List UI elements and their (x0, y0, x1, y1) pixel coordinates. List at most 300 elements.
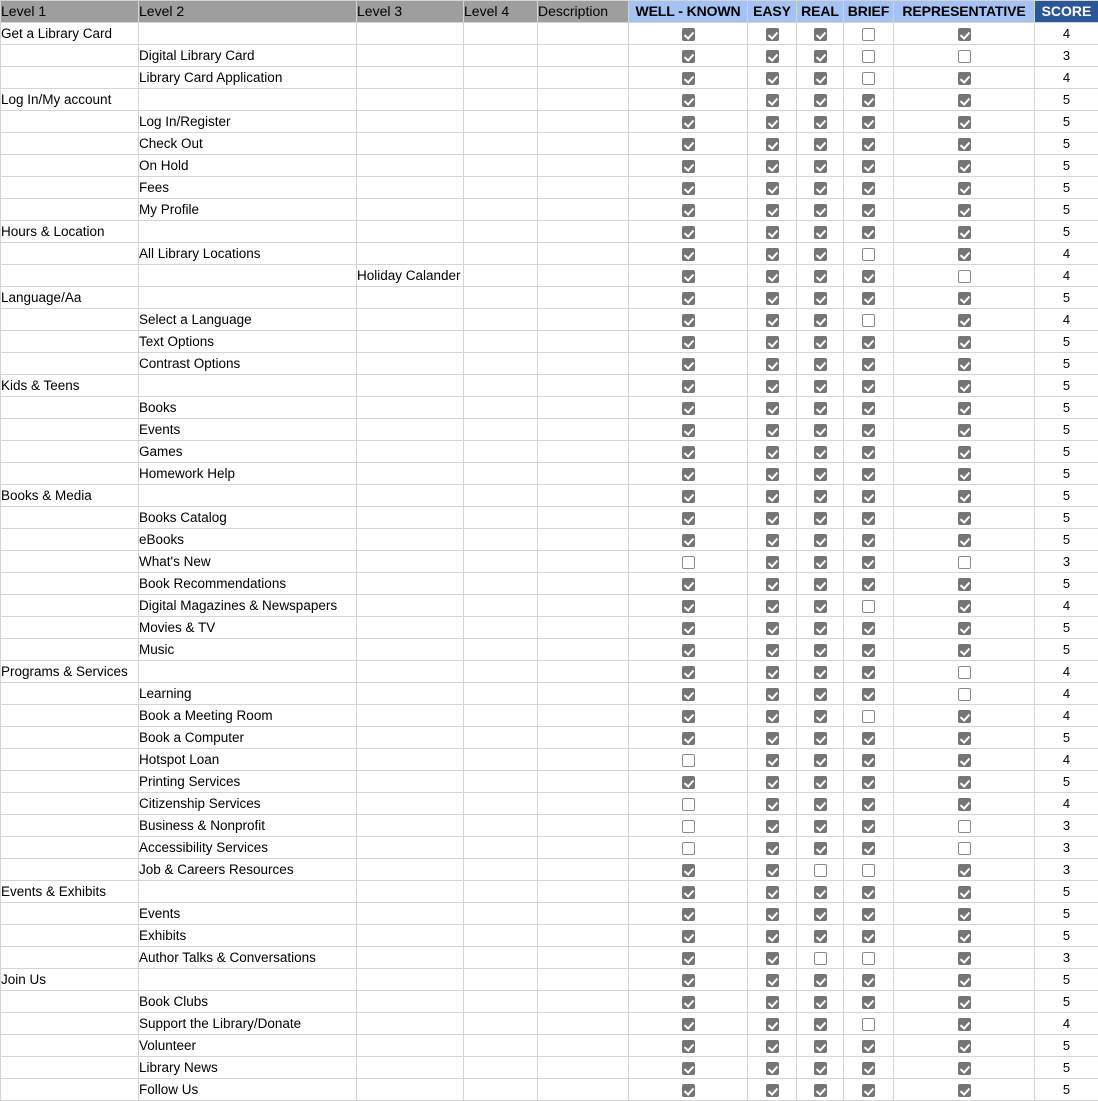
checkbox-checked-icon[interactable] (682, 732, 695, 745)
checkbox-checked-icon[interactable] (958, 314, 971, 327)
cell-checkbox-easy[interactable] (748, 837, 797, 859)
checkbox-checked-icon[interactable] (958, 380, 971, 393)
cell-level2[interactable]: Job & Careers Resources (139, 859, 357, 881)
cell-level1[interactable] (1, 353, 139, 375)
cell-checkbox-representative[interactable] (894, 639, 1035, 661)
cell-level1[interactable] (1, 529, 139, 551)
cell-level1[interactable]: Language/Aa (1, 287, 139, 309)
checkbox-checked-icon[interactable] (862, 1084, 875, 1097)
checkbox-checked-icon[interactable] (766, 996, 779, 1009)
cell-checkbox-representative[interactable] (894, 199, 1035, 221)
checkbox-checked-icon[interactable] (862, 1040, 875, 1053)
checkbox-checked-icon[interactable] (814, 28, 827, 41)
checkbox-checked-icon[interactable] (958, 28, 971, 41)
cell-description[interactable] (538, 45, 629, 67)
cell-checkbox-real[interactable] (797, 331, 844, 353)
cell-description[interactable] (538, 199, 629, 221)
checkbox-checked-icon[interactable] (862, 622, 875, 635)
cell-level4[interactable] (464, 837, 538, 859)
cell-level1[interactable] (1, 991, 139, 1013)
cell-level1[interactable] (1, 903, 139, 925)
cell-checkbox-well-known[interactable] (629, 595, 748, 617)
cell-description[interactable] (538, 859, 629, 881)
checkbox-checked-icon[interactable] (862, 380, 875, 393)
cell-level4[interactable] (464, 419, 538, 441)
checkbox-checked-icon[interactable] (862, 160, 875, 173)
cell-checkbox-real[interactable] (797, 485, 844, 507)
cell-checkbox-easy[interactable] (748, 991, 797, 1013)
cell-checkbox-well-known[interactable] (629, 331, 748, 353)
cell-checkbox-brief[interactable] (844, 749, 894, 771)
checkbox-checked-icon[interactable] (682, 336, 695, 349)
cell-level2[interactable] (139, 881, 357, 903)
cell-checkbox-well-known[interactable] (629, 441, 748, 463)
cell-description[interactable] (538, 683, 629, 705)
checkbox-checked-icon[interactable] (682, 710, 695, 723)
checkbox-checked-icon[interactable] (766, 908, 779, 921)
cell-checkbox-representative[interactable] (894, 265, 1035, 287)
cell-checkbox-well-known[interactable] (629, 859, 748, 881)
checkbox-checked-icon[interactable] (682, 72, 695, 85)
checkbox-checked-icon[interactable] (814, 754, 827, 767)
cell-description[interactable] (538, 89, 629, 111)
cell-checkbox-brief[interactable] (844, 661, 894, 683)
checkbox-checked-icon[interactable] (958, 600, 971, 613)
cell-level3[interactable] (357, 925, 464, 947)
cell-checkbox-easy[interactable] (748, 1035, 797, 1057)
checkbox-checked-icon[interactable] (958, 776, 971, 789)
cell-checkbox-representative[interactable] (894, 903, 1035, 925)
cell-level1[interactable] (1, 441, 139, 463)
cell-level1[interactable] (1, 243, 139, 265)
checkbox-checked-icon[interactable] (814, 138, 827, 151)
cell-checkbox-representative[interactable] (894, 23, 1035, 45)
cell-description[interactable] (538, 67, 629, 89)
cell-score[interactable]: 3 (1035, 859, 1098, 881)
cell-checkbox-well-known[interactable] (629, 243, 748, 265)
cell-level4[interactable] (464, 991, 538, 1013)
checkbox-checked-icon[interactable] (766, 930, 779, 943)
cell-checkbox-representative[interactable] (894, 705, 1035, 727)
cell-checkbox-easy[interactable] (748, 1079, 797, 1101)
checkbox-checked-icon[interactable] (682, 28, 695, 41)
cell-level3[interactable] (357, 969, 464, 991)
cell-level1[interactable] (1, 617, 139, 639)
cell-checkbox-representative[interactable] (894, 89, 1035, 111)
cell-level3[interactable] (357, 771, 464, 793)
checkbox-checked-icon[interactable] (766, 50, 779, 63)
cell-checkbox-real[interactable] (797, 573, 844, 595)
checkbox-checked-icon[interactable] (766, 666, 779, 679)
cell-checkbox-easy[interactable] (748, 375, 797, 397)
cell-checkbox-real[interactable] (797, 133, 844, 155)
cell-level2[interactable] (139, 485, 357, 507)
checkbox-checked-icon[interactable] (814, 402, 827, 415)
cell-description[interactable] (538, 815, 629, 837)
cell-level3[interactable] (357, 287, 464, 309)
checkbox-checked-icon[interactable] (766, 842, 779, 855)
checkbox-checked-icon[interactable] (682, 116, 695, 129)
cell-description[interactable] (538, 529, 629, 551)
cell-level1[interactable] (1, 397, 139, 419)
cell-checkbox-easy[interactable] (748, 771, 797, 793)
cell-checkbox-easy[interactable] (748, 969, 797, 991)
column-header-level3[interactable]: Level 3 (357, 1, 464, 23)
checkbox-checked-icon[interactable] (766, 644, 779, 657)
cell-score[interactable]: 5 (1035, 617, 1098, 639)
cell-level2[interactable]: Log In/Register (139, 111, 357, 133)
cell-score[interactable]: 5 (1035, 463, 1098, 485)
cell-checkbox-brief[interactable] (844, 859, 894, 881)
cell-checkbox-easy[interactable] (748, 89, 797, 111)
checkbox-checked-icon[interactable] (814, 50, 827, 63)
cell-checkbox-representative[interactable] (894, 573, 1035, 595)
cell-score[interactable]: 5 (1035, 331, 1098, 353)
cell-score[interactable]: 5 (1035, 1057, 1098, 1079)
checkbox-checked-icon[interactable] (766, 776, 779, 789)
checkbox-unchecked-icon[interactable] (862, 28, 875, 41)
cell-checkbox-brief[interactable] (844, 23, 894, 45)
cell-checkbox-easy[interactable] (748, 67, 797, 89)
checkbox-unchecked-icon[interactable] (862, 72, 875, 85)
cell-checkbox-brief[interactable] (844, 1079, 894, 1101)
checkbox-checked-icon[interactable] (682, 1040, 695, 1053)
cell-checkbox-representative[interactable] (894, 551, 1035, 573)
cell-checkbox-well-known[interactable] (629, 749, 748, 771)
checkbox-checked-icon[interactable] (682, 512, 695, 525)
checkbox-checked-icon[interactable] (682, 534, 695, 547)
column-header-score[interactable]: SCORE (1035, 1, 1098, 23)
cell-score[interactable]: 4 (1035, 23, 1098, 45)
cell-description[interactable] (538, 463, 629, 485)
checkbox-checked-icon[interactable] (862, 996, 875, 1009)
cell-level1[interactable] (1, 463, 139, 485)
cell-level3[interactable] (357, 375, 464, 397)
checkbox-checked-icon[interactable] (766, 94, 779, 107)
cell-level3[interactable]: Holiday Calander (357, 265, 464, 287)
checkbox-checked-icon[interactable] (766, 336, 779, 349)
cell-checkbox-brief[interactable] (844, 925, 894, 947)
cell-level2[interactable]: All Library Locations (139, 243, 357, 265)
cell-level2[interactable]: Hotspot Loan (139, 749, 357, 771)
checkbox-checked-icon[interactable] (814, 226, 827, 239)
cell-checkbox-real[interactable] (797, 881, 844, 903)
cell-checkbox-representative[interactable] (894, 375, 1035, 397)
cell-level4[interactable] (464, 859, 538, 881)
cell-checkbox-real[interactable] (797, 353, 844, 375)
cell-level2[interactable]: Movies & TV (139, 617, 357, 639)
cell-checkbox-well-known[interactable] (629, 507, 748, 529)
cell-description[interactable] (538, 23, 629, 45)
cell-checkbox-brief[interactable] (844, 903, 894, 925)
checkbox-checked-icon[interactable] (862, 358, 875, 371)
cell-level3[interactable] (357, 243, 464, 265)
cell-level2[interactable]: Select a Language (139, 309, 357, 331)
checkbox-checked-icon[interactable] (958, 182, 971, 195)
cell-checkbox-representative[interactable] (894, 507, 1035, 529)
cell-checkbox-brief[interactable] (844, 595, 894, 617)
cell-checkbox-representative[interactable] (894, 683, 1035, 705)
column-header-level2[interactable]: Level 2 (139, 1, 357, 23)
checkbox-checked-icon[interactable] (814, 336, 827, 349)
cell-level4[interactable] (464, 749, 538, 771)
checkbox-unchecked-icon[interactable] (682, 798, 695, 811)
checkbox-checked-icon[interactable] (682, 160, 695, 173)
cell-checkbox-real[interactable] (797, 45, 844, 67)
cell-checkbox-representative[interactable] (894, 1035, 1035, 1057)
checkbox-checked-icon[interactable] (958, 908, 971, 921)
cell-level1[interactable] (1, 925, 139, 947)
cell-level1[interactable]: Join Us (1, 969, 139, 991)
cell-level2[interactable]: Library News (139, 1057, 357, 1079)
cell-level3[interactable] (357, 859, 464, 881)
cell-level4[interactable] (464, 705, 538, 727)
cell-description[interactable] (538, 375, 629, 397)
cell-score[interactable]: 5 (1035, 903, 1098, 925)
checkbox-checked-icon[interactable] (682, 644, 695, 657)
cell-checkbox-easy[interactable] (748, 111, 797, 133)
cell-checkbox-well-known[interactable] (629, 573, 748, 595)
cell-score[interactable]: 5 (1035, 419, 1098, 441)
checkbox-checked-icon[interactable] (766, 710, 779, 723)
cell-checkbox-well-known[interactable] (629, 903, 748, 925)
checkbox-checked-icon[interactable] (814, 644, 827, 657)
cell-checkbox-well-known[interactable] (629, 639, 748, 661)
cell-description[interactable] (538, 441, 629, 463)
cell-description[interactable] (538, 309, 629, 331)
checkbox-checked-icon[interactable] (814, 556, 827, 569)
cell-level4[interactable] (464, 89, 538, 111)
checkbox-unchecked-icon[interactable] (958, 50, 971, 63)
cell-checkbox-easy[interactable] (748, 45, 797, 67)
cell-checkbox-brief[interactable] (844, 397, 894, 419)
cell-checkbox-well-known[interactable] (629, 89, 748, 111)
checkbox-checked-icon[interactable] (682, 974, 695, 987)
cell-checkbox-real[interactable] (797, 221, 844, 243)
cell-score[interactable]: 5 (1035, 485, 1098, 507)
cell-level1[interactable] (1, 947, 139, 969)
cell-level2[interactable]: Digital Magazines & Newspapers (139, 595, 357, 617)
checkbox-checked-icon[interactable] (766, 1062, 779, 1075)
cell-checkbox-easy[interactable] (748, 221, 797, 243)
checkbox-unchecked-icon[interactable] (862, 314, 875, 327)
cell-level2[interactable]: Business & Nonprofit (139, 815, 357, 837)
checkbox-checked-icon[interactable] (766, 512, 779, 525)
cell-checkbox-easy[interactable] (748, 331, 797, 353)
checkbox-checked-icon[interactable] (958, 402, 971, 415)
cell-description[interactable] (538, 331, 629, 353)
cell-checkbox-brief[interactable] (844, 683, 894, 705)
cell-checkbox-brief[interactable] (844, 243, 894, 265)
cell-score[interactable]: 5 (1035, 111, 1098, 133)
cell-checkbox-brief[interactable] (844, 463, 894, 485)
cell-level1[interactable] (1, 573, 139, 595)
cell-checkbox-brief[interactable] (844, 969, 894, 991)
cell-checkbox-well-known[interactable] (629, 397, 748, 419)
cell-checkbox-well-known[interactable] (629, 463, 748, 485)
cell-level1[interactable] (1, 155, 139, 177)
cell-level1[interactable] (1, 177, 139, 199)
checkbox-checked-icon[interactable] (766, 424, 779, 437)
cell-description[interactable] (538, 903, 629, 925)
cell-checkbox-easy[interactable] (748, 507, 797, 529)
cell-level4[interactable] (464, 529, 538, 551)
cell-level3[interactable] (357, 727, 464, 749)
cell-checkbox-representative[interactable] (894, 331, 1035, 353)
checkbox-checked-icon[interactable] (958, 94, 971, 107)
checkbox-checked-icon[interactable] (766, 292, 779, 305)
checkbox-checked-icon[interactable] (958, 622, 971, 635)
checkbox-checked-icon[interactable] (766, 160, 779, 173)
cell-checkbox-brief[interactable] (844, 639, 894, 661)
checkbox-checked-icon[interactable] (814, 666, 827, 679)
cell-checkbox-representative[interactable] (894, 133, 1035, 155)
checkbox-checked-icon[interactable] (814, 160, 827, 173)
cell-level3[interactable] (357, 551, 464, 573)
cell-checkbox-well-known[interactable] (629, 287, 748, 309)
cell-description[interactable] (538, 793, 629, 815)
cell-level4[interactable] (464, 353, 538, 375)
checkbox-checked-icon[interactable] (958, 204, 971, 217)
checkbox-checked-icon[interactable] (814, 204, 827, 217)
cell-level3[interactable] (357, 749, 464, 771)
cell-checkbox-representative[interactable] (894, 111, 1035, 133)
checkbox-unchecked-icon[interactable] (958, 688, 971, 701)
cell-level2[interactable]: Games (139, 441, 357, 463)
cell-checkbox-easy[interactable] (748, 23, 797, 45)
cell-score[interactable]: 3 (1035, 45, 1098, 67)
cell-checkbox-representative[interactable] (894, 177, 1035, 199)
checkbox-checked-icon[interactable] (814, 908, 827, 921)
checkbox-unchecked-icon[interactable] (682, 842, 695, 855)
cell-checkbox-real[interactable] (797, 727, 844, 749)
cell-description[interactable] (538, 771, 629, 793)
checkbox-checked-icon[interactable] (766, 314, 779, 327)
cell-checkbox-brief[interactable] (844, 199, 894, 221)
checkbox-checked-icon[interactable] (862, 182, 875, 195)
cell-level1[interactable] (1, 111, 139, 133)
checkbox-checked-icon[interactable] (958, 754, 971, 767)
cell-checkbox-well-known[interactable] (629, 771, 748, 793)
cell-description[interactable] (538, 397, 629, 419)
cell-checkbox-easy[interactable] (748, 397, 797, 419)
checkbox-checked-icon[interactable] (862, 732, 875, 745)
cell-checkbox-well-known[interactable] (629, 1079, 748, 1101)
checkbox-checked-icon[interactable] (814, 996, 827, 1009)
cell-level2[interactable]: Text Options (139, 331, 357, 353)
cell-level4[interactable] (464, 573, 538, 595)
cell-level3[interactable] (357, 221, 464, 243)
column-header-representative[interactable]: REPRESENTATIVE (894, 1, 1035, 23)
cell-level1[interactable] (1, 507, 139, 529)
cell-score[interactable]: 5 (1035, 441, 1098, 463)
cell-checkbox-well-known[interactable] (629, 815, 748, 837)
checkbox-checked-icon[interactable] (958, 72, 971, 85)
checkbox-checked-icon[interactable] (766, 138, 779, 151)
checkbox-checked-icon[interactable] (814, 710, 827, 723)
checkbox-checked-icon[interactable] (682, 1062, 695, 1075)
cell-level2[interactable]: Fees (139, 177, 357, 199)
cell-level1[interactable] (1, 727, 139, 749)
cell-level2[interactable]: Book Clubs (139, 991, 357, 1013)
cell-checkbox-real[interactable] (797, 23, 844, 45)
checkbox-checked-icon[interactable] (766, 402, 779, 415)
checkbox-checked-icon[interactable] (958, 1062, 971, 1075)
cell-checkbox-real[interactable] (797, 287, 844, 309)
checkbox-checked-icon[interactable] (814, 468, 827, 481)
cell-checkbox-well-known[interactable] (629, 1013, 748, 1035)
cell-checkbox-representative[interactable] (894, 243, 1035, 265)
cell-checkbox-easy[interactable] (748, 793, 797, 815)
cell-level4[interactable] (464, 463, 538, 485)
cell-checkbox-easy[interactable] (748, 133, 797, 155)
cell-description[interactable] (538, 661, 629, 683)
cell-checkbox-well-known[interactable] (629, 793, 748, 815)
cell-level1[interactable] (1, 837, 139, 859)
cell-checkbox-real[interactable] (797, 1035, 844, 1057)
cell-level4[interactable] (464, 67, 538, 89)
cell-level4[interactable] (464, 243, 538, 265)
cell-checkbox-representative[interactable] (894, 287, 1035, 309)
cell-level4[interactable] (464, 485, 538, 507)
checkbox-checked-icon[interactable] (682, 138, 695, 151)
cell-level2[interactable]: Digital Library Card (139, 45, 357, 67)
cell-checkbox-representative[interactable] (894, 1079, 1035, 1101)
checkbox-checked-icon[interactable] (862, 556, 875, 569)
checkbox-checked-icon[interactable] (958, 710, 971, 723)
checkbox-checked-icon[interactable] (814, 1018, 827, 1031)
cell-checkbox-easy[interactable] (748, 683, 797, 705)
checkbox-checked-icon[interactable] (958, 336, 971, 349)
checkbox-checked-icon[interactable] (862, 974, 875, 987)
cell-checkbox-representative[interactable] (894, 837, 1035, 859)
cell-score[interactable]: 4 (1035, 793, 1098, 815)
cell-level4[interactable] (464, 1035, 538, 1057)
checkbox-checked-icon[interactable] (766, 248, 779, 261)
cell-level4[interactable] (464, 309, 538, 331)
checkbox-checked-icon[interactable] (766, 28, 779, 41)
checkbox-checked-icon[interactable] (814, 622, 827, 635)
checkbox-checked-icon[interactable] (862, 776, 875, 789)
cell-checkbox-brief[interactable] (844, 221, 894, 243)
cell-level3[interactable] (357, 45, 464, 67)
cell-checkbox-brief[interactable] (844, 331, 894, 353)
cell-level1[interactable] (1, 595, 139, 617)
cell-description[interactable] (538, 573, 629, 595)
cell-checkbox-representative[interactable] (894, 727, 1035, 749)
cell-level1[interactable] (1, 45, 139, 67)
checkbox-checked-icon[interactable] (814, 820, 827, 833)
cell-description[interactable] (538, 617, 629, 639)
cell-level2[interactable] (139, 969, 357, 991)
cell-level4[interactable] (464, 771, 538, 793)
cell-checkbox-real[interactable] (797, 771, 844, 793)
cell-score[interactable]: 5 (1035, 969, 1098, 991)
checkbox-checked-icon[interactable] (958, 468, 971, 481)
cell-level2[interactable] (139, 221, 357, 243)
cell-description[interactable] (538, 507, 629, 529)
cell-checkbox-real[interactable] (797, 111, 844, 133)
cell-score[interactable]: 4 (1035, 683, 1098, 705)
cell-checkbox-real[interactable] (797, 661, 844, 683)
cell-checkbox-well-known[interactable] (629, 837, 748, 859)
cell-level3[interactable] (357, 683, 464, 705)
checkbox-unchecked-icon[interactable] (958, 666, 971, 679)
cell-level3[interactable] (357, 309, 464, 331)
checkbox-checked-icon[interactable] (766, 534, 779, 547)
cell-level2[interactable]: Library Card Application (139, 67, 357, 89)
cell-checkbox-real[interactable] (797, 529, 844, 551)
